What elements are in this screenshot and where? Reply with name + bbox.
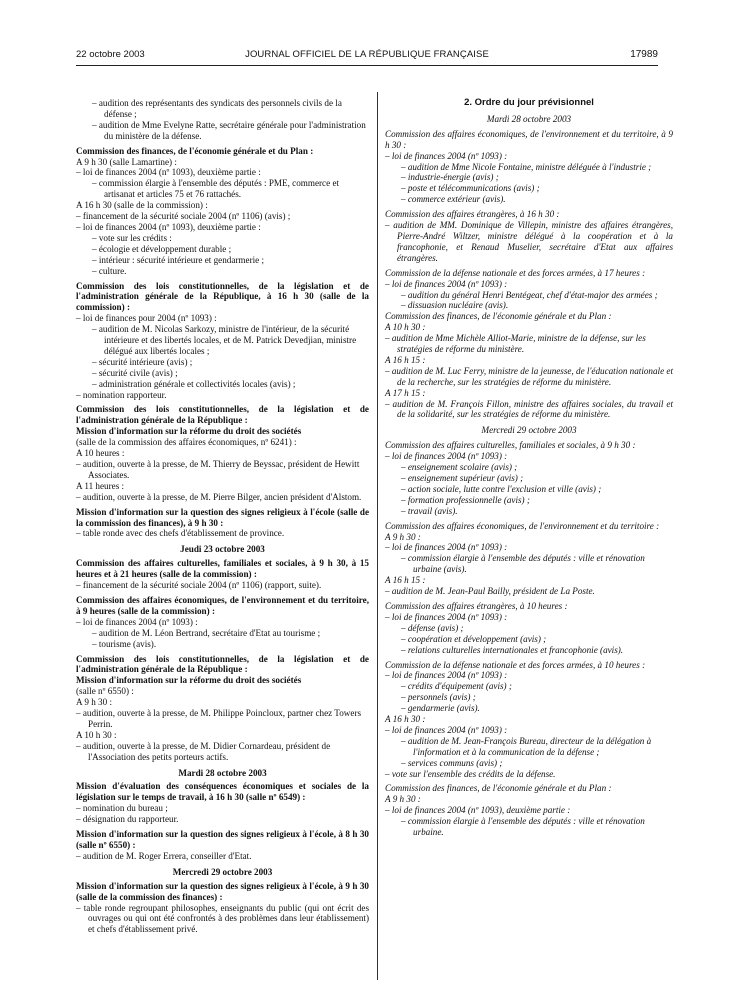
agenda-line: – financement de la sécurité sociale 2004 (nº 1106) (rapport, suite). bbox=[76, 580, 322, 591]
agenda-line: – défense (avis) ; bbox=[401, 622, 464, 633]
agenda-line: A 10 heures : bbox=[76, 448, 125, 459]
agenda-line: – sécurité intérieure (avis) ; bbox=[92, 356, 193, 367]
agenda-line: – loi de finances 2004 (nº 1093) : bbox=[385, 724, 508, 735]
page-number: 17989 bbox=[630, 49, 658, 60]
date-heading: Mardi 28 octobre 2003 bbox=[486, 113, 572, 124]
agenda-line: – loi de finances 2004 (nº 1093) : bbox=[385, 278, 508, 289]
agenda-line: Commission des finances, de l'économie générale et du Plan : bbox=[385, 783, 612, 794]
agenda-line: – services communs (avis) ; bbox=[401, 757, 503, 768]
agenda-line: – crédits d'équipement (avis) ; bbox=[401, 681, 512, 692]
agenda-line: – audition de Mme Michèle Alliot-Marie, ministre de la défense, sur les stratégies de réforme du ministère. bbox=[385, 333, 646, 355]
agenda-line: Commission de la défense nationale et des forces armées, à 10 heures : bbox=[385, 659, 646, 670]
agenda-line: A 9 h 30 : bbox=[385, 531, 421, 542]
agenda-line: A 17 h 15 : bbox=[385, 387, 426, 398]
column-divider bbox=[377, 92, 378, 980]
agenda-line: – table ronde regroupant philosophes, enseignants du public (qui ont écrit des ouvrages ou qui ont été confrontés à des problèmes dans leur établissement) et chefs d'établissement privé. bbox=[76, 902, 369, 935]
agenda-line: – audition de M. Jean-François Bureau, directeur de la délégation à l'information et à la communication de la défense ; bbox=[401, 735, 652, 757]
agenda-line: – audition de Mme Nicole Fontaine, ministre déléguée à l'industrie ; bbox=[401, 161, 652, 172]
agenda-line: – audition, ouverte à la presse, de M. Philippe Poincloux, partner chez Towers Perrin. bbox=[76, 708, 362, 729]
agenda-line: A 9 h 30 : bbox=[385, 794, 421, 805]
agenda-line: A 16 h 15 : bbox=[385, 575, 426, 586]
committee-heading: Mission d'information sur la question des signes religieux à l'école, à 9 h 30 (salle de la commission des finances) : bbox=[76, 880, 369, 902]
committee-heading: Commission des lois constitutionnelles, de la législation et de l'administration générale de la République : bbox=[76, 404, 369, 426]
agenda-line: – audition, ouverte à la presse, de M. Didier Cornardeau, président de l'Association des petits porteurs actifs. bbox=[76, 740, 331, 762]
agenda-line: – commission élargie à l'ensemble des députés : ville et rénovation urbaine (avis). bbox=[401, 553, 645, 575]
left-column bbox=[76, 98, 369, 935]
agenda-line: A 9 h 30 : bbox=[76, 697, 112, 708]
header-title: JOURNAL OFFICIEL DE LA RÉPUBLIQUE FRANÇAISE bbox=[245, 49, 489, 60]
agenda-line: Commission des finances, de l'économie générale et du Plan : bbox=[385, 311, 612, 322]
agenda-line: – audition de MM. Dominique de Villepin, ministre des affaires étrangères, Pierre-André Wiltzer, ministre délégué à la coopération et à la francophonie, et Renaud Muselier, secrétaire d'Etat aux affaires étrangères. bbox=[385, 220, 673, 263]
agenda-line: – audition de M. Luc Ferry, ministre de la jeunesse, de l'éducation nationale et de la recherche, sur les stratégies de réforme du ministère. bbox=[385, 365, 673, 387]
agenda-line: – commission élargie à l'ensemble des députés : PME, commerce et artisanat et articles 75 et 76 rattachés. bbox=[92, 178, 340, 200]
agenda-line: – audition de M. Jean-Paul Bailly, président de La Poste. bbox=[385, 586, 595, 597]
agenda-line: A 16 h 15 : bbox=[385, 354, 426, 365]
agenda-line: Commission des affaires étrangères, à 16 h 30 : bbox=[385, 209, 560, 220]
agenda-line: – financement de la sécurité sociale 2004 (nº 1106) (avis) ; bbox=[76, 211, 291, 222]
committee-heading: Mission d'information sur la question des signes religieux à l'école (salle de la commission des finances), à 9 h 30 : bbox=[76, 506, 369, 528]
agenda-line: – administration générale et collectivités locales (avis) ; bbox=[92, 378, 296, 389]
day-heading: Jeudi 23 octobre 2003 bbox=[180, 544, 265, 555]
committee-heading: Commission des lois constitutionnelles, de la législation et de l'administration générale de la République : bbox=[76, 653, 369, 675]
agenda-line: – désignation du rapporteur. bbox=[76, 814, 179, 825]
committee-heading: Commission des finances, de l'économie générale et du Plan : bbox=[76, 145, 314, 156]
day-heading: Mardi 28 octobre 2003 bbox=[178, 767, 267, 778]
agenda-line: A 10 h 30 : bbox=[385, 322, 426, 333]
agenda-line: – action sociale, lutte contre l'exclusion et ville (avis) ; bbox=[401, 483, 602, 494]
agenda-line: A 9 h 30 (salle Lamartine) : bbox=[76, 156, 177, 167]
agenda-line: – travail (avis). bbox=[401, 505, 458, 516]
committee-heading: Mission d'information sur la réforme du droit des sociétés bbox=[76, 426, 302, 437]
agenda-line: – audition, ouverte à la presse, de M. Pierre Bilger, ancien président d'Alstom. bbox=[76, 491, 362, 502]
agenda-line: – enseignement supérieur (avis) ; bbox=[401, 473, 524, 483]
agenda-line: – vote sur les crédits : bbox=[92, 232, 172, 243]
agenda-line: – audition du général Henri Bentégeat, chef d'état-major des armées ; bbox=[401, 289, 658, 300]
agenda-line: Commission des affaires économiques, de l'environnement et du territoire : bbox=[385, 520, 660, 531]
agenda-line: – loi de finances 2004 (nº 1093), deuxième partie : bbox=[76, 167, 261, 178]
committee-heading: Mission d'information sur la réforme du droit des sociétés bbox=[76, 675, 302, 686]
agenda-line: Commission des affaires culturelles, familiales et sociales, à 9 h 30 : bbox=[385, 440, 636, 451]
committee-heading: Mission d'évaluation des conséquences économiques et sociales de la législation sur le temps de travail, à 16 h 30 (salle nº 6549) : bbox=[76, 781, 369, 803]
agenda-line: – audition de M. Léon Bertrand, secrétaire d'Etat au tourisme ; bbox=[92, 627, 321, 638]
agenda-line: – dissuasion nucléaire (avis). bbox=[401, 300, 509, 311]
agenda-line: – commerce extérieur (avis). bbox=[401, 194, 506, 205]
agenda-line: – audition de M. Roger Errera, conseiller d'Etat. bbox=[76, 850, 252, 861]
agenda-line: A 10 h 30 : bbox=[76, 729, 117, 740]
day-heading: Mercredi 29 octobre 2003 bbox=[172, 866, 273, 877]
agenda-line: – loi de finances 2004 (nº 1093) : bbox=[385, 451, 508, 462]
agenda-line: – gendarmerie (avis). bbox=[401, 703, 480, 714]
agenda-line: Commission des affaires étrangères, à 10 heures : bbox=[385, 600, 568, 611]
agenda-line: – loi de finances 2004 (nº 1093) : bbox=[76, 616, 198, 627]
agenda-line: – loi de finances 2004 (nº 1093), deuxième partie : bbox=[385, 805, 571, 816]
agenda-line: – sécurité civile (avis) ; bbox=[92, 367, 178, 378]
agenda-line: – loi de finances pour 2004 (nº 1093) : bbox=[76, 313, 217, 324]
agenda-line: – loi de finances 2004 (nº 1093) : bbox=[385, 611, 508, 622]
agenda-line: – audition des représentants des syndicats des personnels civils de la défense ; bbox=[92, 98, 342, 119]
agenda-line: – écologie et développement durable ; bbox=[92, 243, 232, 254]
agenda-line: – loi de finances 2004 (nº 1093), deuxième partie : bbox=[76, 221, 261, 232]
agenda-line: – culture. bbox=[92, 265, 127, 276]
agenda-line: (salle nº 6550) : bbox=[76, 686, 134, 697]
agenda-line: A 16 h 30 : bbox=[385, 714, 426, 725]
agenda-line: – audition de M. Nicolas Sarkozy, ministre de l'intérieur, de la sécurité intérieure et des libertés locales, et de M. Patrick Devedjian, ministre délégué aux libertés locales ; bbox=[92, 324, 357, 356]
agenda-line: – industrie-énergie (avis) ; bbox=[401, 172, 499, 183]
agenda-line: – enseignement scolaire (avis) ; bbox=[401, 462, 518, 473]
agenda-line: – commission élargie à l'ensemble des députés : ville et rénovation urbaine. bbox=[401, 816, 645, 838]
agenda-line: – loi de finances 2004 (nº 1093) : bbox=[385, 670, 508, 681]
agenda-line: – vote sur l'ensemble des crédits de la défense. bbox=[385, 768, 556, 779]
committee-heading: Mission d'information sur la question des signes religieux à l'école, à 8 h 30 (salle nº 6550) : bbox=[76, 829, 369, 850]
agenda-line: Commission de la défense nationale et des forces armées, à 17 heures : bbox=[385, 267, 646, 278]
header-date: 22 octobre 2003 bbox=[76, 49, 145, 60]
header-rule bbox=[76, 65, 658, 66]
agenda-line: – coopération et développement (avis) ; bbox=[401, 633, 547, 644]
agenda-line: Commission des affaires économiques, de l'environnement et du territoire, à 9 h 30 : bbox=[385, 128, 673, 150]
committee-heading: Commission des lois constitutionnelles, de la législation et de l'administration générale de la République, à 16 h 30 (salle de la commission) : bbox=[76, 280, 369, 313]
date-heading: Mercredi 29 octobre 2003 bbox=[481, 425, 577, 436]
agenda-line: – loi de finances 2004 (nº 1093) : bbox=[385, 150, 508, 161]
committee-heading: Commission des affaires culturelles, familiales et sociales, à 9 h 30, à 15 heures et à 21 heures (salle de la commission) : bbox=[76, 558, 369, 580]
agenda-line: – audition de M. François Fillon, ministre des affaires sociales, du travail et de la solidarité, sur les stratégies de réforme du ministère. bbox=[385, 398, 673, 420]
agenda-line: – table ronde avec des chefs d'établissement de province. bbox=[76, 528, 285, 539]
agenda-line: – loi de finances 2004 (nº 1093) : bbox=[385, 542, 508, 553]
agenda-line: – intérieur : sécurité intérieure et gendarmerie ; bbox=[92, 254, 265, 265]
agenda-line: – audition de Mme Evelyne Ratte, secrétaire générale pour l'administration du ministère de la défense. bbox=[92, 119, 366, 141]
agenda-line: A 16 h 30 (salle de la commission) : bbox=[76, 200, 208, 211]
right-column bbox=[385, 98, 673, 838]
agenda-line: – relations culturelles internationales et francophonie (avis). bbox=[401, 644, 624, 655]
agenda-line: – poste et télécommunications (avis) ; bbox=[401, 183, 540, 194]
agenda-line: (salle de la commission des affaires économiques, nº 6241) : bbox=[76, 437, 297, 448]
agenda-line: – audition, ouverte à la presse, de M. Thierry de Beyssac, président de Hewitt Associates. bbox=[76, 459, 360, 480]
committee-heading: Commission des affaires économiques, de l'environnement et du territoire, à 9 heures (salle de la commission) : bbox=[76, 594, 369, 616]
agenda-line: – personnels (avis) ; bbox=[401, 692, 476, 703]
agenda-line: – nomination du bureau ; bbox=[76, 803, 168, 814]
agenda-line: A 11 heures : bbox=[76, 480, 125, 491]
page-header bbox=[76, 49, 658, 63]
agenda-line: – tourisme (avis). bbox=[92, 638, 157, 649]
section-heading: 2. Ordre du jour prévisionnel bbox=[464, 97, 594, 108]
agenda-line: – nomination rapporteur. bbox=[76, 389, 167, 400]
agenda-line: – formation professionnelle (avis) ; bbox=[401, 494, 530, 505]
